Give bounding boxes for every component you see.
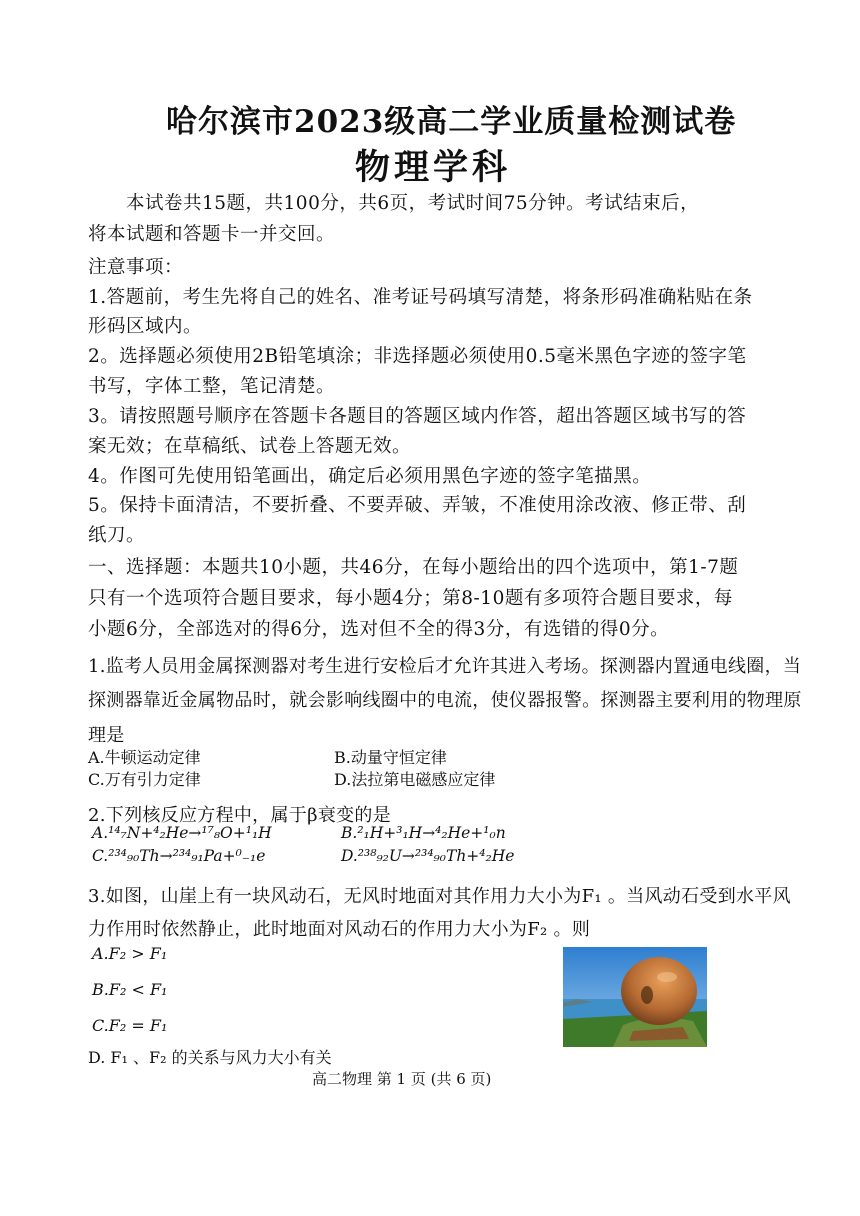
q1-line-1: 1.监考人员用金属探测器对考生进行安检后才允许其进入考场。探测器内置通电线圈，当	[88, 656, 802, 677]
intro-line-1: 本试卷共15题，共100分，共6页，考试时间75分钟。考试结束后，	[126, 193, 700, 214]
q1-line-3: 理是	[88, 725, 125, 746]
q1-option-d: D.法拉第电磁感应定律	[334, 770, 496, 789]
q3-line-1: 3.如图，山崖上有一块风动石，无风时地面对其作用力大小为F₁ 。当风动石受到水平风	[88, 886, 791, 907]
q3-option-c: C.F₂ = F₁	[92, 1016, 168, 1035]
note-5-line-2: 纸刀。	[88, 525, 146, 546]
page-footer: 高二物理 第 1 页 (共 6 页)	[312, 1070, 492, 1088]
wind-rock-photo	[563, 947, 707, 1047]
section1-line-3: 小题6分，全部选对的得6分，选对但不全的得3分，有选错的得0分。	[88, 619, 670, 640]
note-1-line-1: 1.答题前，考生先将自己的姓名、准考证号码填写清楚，将条形码准确粘贴在条	[88, 287, 753, 308]
q3-line-2: 力作用时依然静止，此时地面对风动石的作用力大小为F₂ 。则	[88, 919, 591, 940]
note-4-line-1: 4。作图可先使用铅笔画出，确定后必须用黑色字迹的签字笔描黑。	[88, 466, 652, 487]
note-3-line-2: 案无效；在草稿纸、试卷上答题无效。	[88, 436, 412, 457]
q3-option-b: B.F₂ < F₁	[92, 980, 168, 999]
section1-line-1: 一、选择题：本题共10小题，共46分，在每小题给出的四个选项中，第1-7题	[88, 557, 739, 578]
q2-option-d: D.²³⁸₉₂U→²³⁴₉₀Th+⁴₂He	[341, 847, 515, 865]
notes-heading: 注意事项：	[88, 257, 184, 278]
intro-line-2: 将本试题和答题卡一并交回。	[88, 224, 336, 245]
note-1-line-2: 形码区域内。	[88, 316, 203, 337]
note-2-line-1: 2。选择题必须使用2B铅笔填涂；非选择题必须使用0.5毫米黑色字迹的签字笔	[88, 346, 747, 367]
q2-option-b: B.²₁H+³₁H→⁴₂He+¹₀n	[341, 824, 506, 842]
section1-line-2: 只有一个选项符合题目要求，每小题4分；第8-10题有多项符合题目要求，每	[88, 588, 733, 609]
note-5-line-1: 5。保持卡面清洁，不要折叠、不要弄破、弄皱，不准使用涂改液、修正带、刮	[88, 495, 747, 516]
subject-title: 物理学科	[355, 147, 512, 188]
q1-line-2: 探测器靠近金属物品时，就会影响线圈中的电流，使仪器报警。探测器主要利用的物理原	[88, 690, 802, 711]
q3-option-a: A.F₂ > F₁	[92, 944, 168, 963]
q2-stem: 2.下列核反应方程中，属于β衰变的是	[88, 805, 391, 826]
page-title: 哈尔滨市2023级高二学业质量检测试卷	[166, 104, 737, 140]
q2-option-a: A.¹⁴₇N+⁴₂He→¹⁷₈O+¹₁H	[92, 824, 272, 842]
note-3-line-1: 3。请按照题号顺序在答题卡各题目的答题区域内作答，超出答题区域书写的答	[88, 406, 747, 427]
q2-option-c: C.²³⁴₉₀Th→²³⁴₉₁Pa+⁰₋₁e	[92, 847, 266, 865]
q1-option-c: C.万有引力定律	[88, 770, 201, 789]
q1-option-b: B.动量守恒定律	[334, 748, 447, 767]
q3-option-d: D. F₁ 、F₂ 的关系与风力大小有关	[88, 1048, 332, 1067]
note-2-line-2: 书写，字体工整，笔记清楚。	[88, 376, 336, 397]
q1-option-a: A.牛顿运动定律	[88, 748, 201, 767]
